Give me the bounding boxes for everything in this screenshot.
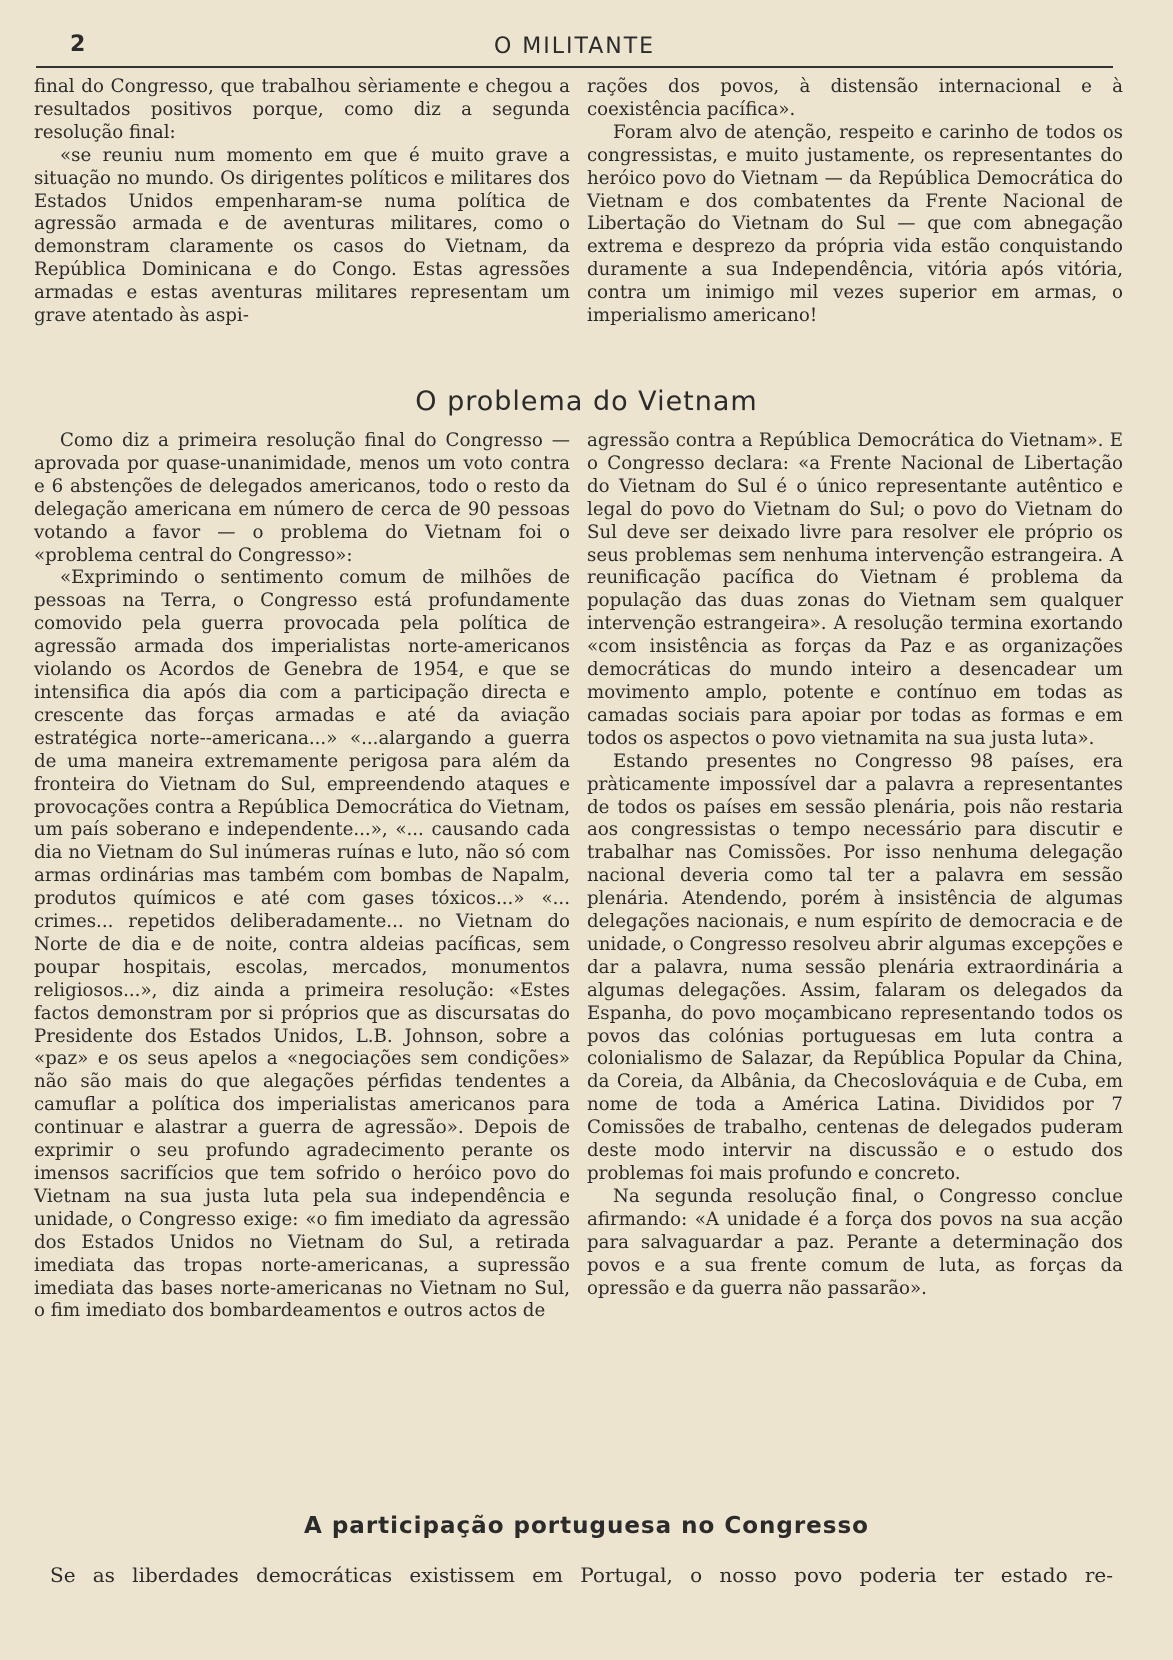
vietnam-right-column [587,430,1123,1300]
paragraph: rações dos povos, à distensão internacional e à coexistência pacífica». [587,76,1123,120]
section-heading-vietnam: O problema do Vietnam [415,386,758,417]
paragraph: final do Congresso, que trabalhou sèriamente e chegou a resultados positivos porque, como diz a segunda resolução final: [34,76,570,143]
intro-left-column [34,76,570,328]
page-header [36,30,1113,68]
paragraph: Foram alvo de atenção, respeito e carinho de todos os congressistas, e muito justamente, os representantes do heróico povo do Vietnam — da República Democrática do Vietnam e dos combatentes da Frente Nacional de Libertação do Vietnam do Sul — que com abnegação extrema e desprezo da própria vida estão conquistando duramente a sua Independência, vitória após vitória, contra um inimigo mil vezes superior em armas, o imperialismo americano! [587,121,1123,327]
paragraph: «se reuniu num momento em que é muito grave a situação no mundo. Os dirigentes políticos e militares dos Estados Unidos empenharam-se numa política de agressão armada e de aventuras militares, como o demonstram claramente os casos do Vietnam, da República Dominicana e do Congo. Estas agressões armadas e estas aventuras militares representam um grave atentado às aspi- [34,144,570,327]
paragraph: Na segunda resolução final, o Congresso conclue afirmando: «A unidade é a força dos povos na sua acção para salvaguardar a paz. Perante a determinação dos povos e a sua frente comum de luta, as forças da opressão e da guerra não passarão». [587,1185,1123,1299]
section-heading-portuguese-participation: A participação portuguesa no Congresso [304,1513,869,1539]
intro-right-column [587,76,1123,328]
paragraph: «Exprimindo o sentimento comum de milhões de pessoas na Terra, o Congresso está profundamente comovido pela guerra provocada pela política de agressão armada dos imperialistas norte-americanos violando os Acordos de Genebra de 1954, e que se intensifica dia após dia com a participação directa e crescente das forças armadas e até da aviação estratégica norte--americana...» «...alargando a guerra de uma maneira extremamente perigosa para além da fronteira do Vietnam do Sul, empreendendo ataques e provocações contra a República Democrática do Vietnam, um país soberano e independente...», «... causando cada dia no Vietnam do Sul inúmeras ruínas e luto, não só com armas ordinárias mas também com bombas de Napalm, produtos químicos e até com gases tóxicos...» «... crimes... repetidos deliberadamente... no Vietnam do Norte de dia e de noite, contra aldeias pacíficas, sem poupar hospitais, escolas, mercados, monumentos religiosos...», diz ainda a primeira resolução: «Estes factos demonstram por si próprios que as discursatas do Presidente dos Estados Unidos, L.B. Johnson, sobre a «paz» e os seus apelos a «negociações sem condições» não são mais do que alegações pérfidas tendentes a camuflar a política dos imperialistas americanos para continuar e alastrar a guerra de agressão». Depois de exprimir o seu profundo agradecimento perante os imensos sacrifícios que tem sofrido o heróico povo do Vietnam na sua justa luta pela sua independência e unidade, o Congresso exige: «o fim imediato da agressão dos Estados Unidos no Vietnam do Sul, a retirada imediata das tropas norte-americanas, a supressão imediata das bases norte-americanas no Vietnam no Sul, o fim imediato dos bombardeamentos e outros actos de [34,567,570,1322]
paragraph-first-line: Se as liberdades democráticas existissem em Portugal, o nosso povo poderia ter estado re- [50,1563,1113,1587]
publication-title: O MILITANTE [493,34,656,59]
paragraph: Como diz a primeira resolução final do Congresso — aprovada por quase-unanimidade, menos um voto contra e 6 abstenções de delegados americanos, todo o resto da delegação americana em número de cerca de 90 pessoas votando a favor — o problema do Vietnam foi o «problema central do Congresso»: [34,430,570,566]
page-number: 2 [70,32,86,57]
paragraph: Estando presentes no Congresso 98 países, era pràticamente impossível dar a palavra a representantes de todos os países em sessão plenária, pois não restaria aos congressistas o tempo necessário para discutir e trabalhar nas Comissões. Por isso nenhuma delegação nacional deveria como tal ter a palavra em sessão plenária. Atendendo, porém à insistência de algumas delegações nacionais, e num espírito de democracia e de unidade, o Congresso resolveu abrir algumas excepções e dar a palavra, numa sessão plenária extraordinária a algumas delegações. Assim, falaram os delegados da Espanha, do povo moçambicano representando todos os povos das colónias portuguesas em luta contra a colonialismo de Salazar, da República Popular da China, da Coreia, da Albânia, da Checoslováquia e de Cuba, em nome de toda a América Latina. Divididos por 7 Comissões de trabalho, centenas de delegados puderam deste modo intervir na discussão e o estudo dos problemas foi mais profundo e concreto. [587,750,1123,1184]
vietnam-left-column [34,430,570,1323]
paragraph: agressão contra a República Democrática do Vietnam». E o Congresso declara: «a Frente Nacional de Libertação do Vietnam do Sul é o único representante autêntico e legal do povo do Vietnam do Sul; o povo do Vietnam do Sul deve ser deixado livre para resolver ele próprio os seus problemas sem nenhuma intervenção estrangeira. A reunificação pacífica do Vietnam é problema da população das duas zonas do Vietnam sem qualquer intervenção estrangeira». A resolução termina exortando «com insistência as forças da Paz e as organizações democráticas do mundo inteiro a desencadear um movimento amplo, potente e contínuo em todas as camadas sociais para apoiar por todas as formas e em todos os aspectos o povo vietnamita na sua justa luta». [587,430,1123,749]
